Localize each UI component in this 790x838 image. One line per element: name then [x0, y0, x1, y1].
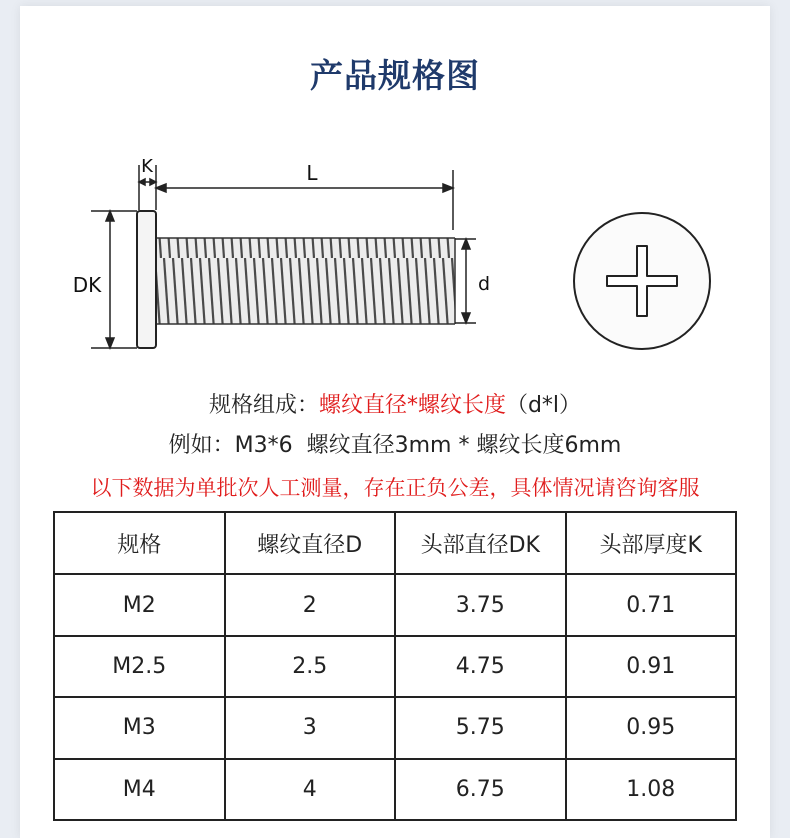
- table-header-row: [54, 512, 736, 574]
- spec-table: [53, 511, 737, 821]
- table-cell: M3: [54, 697, 225, 758]
- header-head-thickness: 头部厚度K: [566, 512, 737, 574]
- screw-shank: [157, 238, 455, 324]
- measurement-notice: 以下数据为单批次人工测量，存在正负公差，具体情况请咨询客服: [90, 476, 700, 500]
- table-cell: M2.5: [54, 636, 225, 697]
- table-cell: M4: [54, 759, 225, 820]
- header-head-diameter: 头部直径DK: [395, 512, 566, 574]
- composition-prefix: 规格组成：: [208, 393, 319, 418]
- spec-example: 例如：M3*6 螺纹直径3mm * 螺纹长度6mm: [168, 433, 622, 458]
- composition-highlight: 螺纹直径*螺纹长度: [318, 393, 506, 418]
- table-cell: 4: [225, 759, 396, 820]
- d-label: d: [478, 273, 491, 295]
- table-cell: 2: [225, 574, 396, 635]
- table-cell: 6.75: [395, 759, 566, 820]
- table-cell: 2.5: [225, 636, 396, 697]
- table-row: [54, 574, 736, 635]
- header-thread-diameter: 螺纹直径D: [225, 512, 396, 574]
- d-dimension: [455, 239, 476, 323]
- dk-label: DK: [72, 273, 102, 297]
- spec-composition: [0, 388, 790, 419]
- table-cell: M2: [54, 574, 225, 635]
- table-cell: 5.75: [395, 697, 566, 758]
- l-label: L: [306, 161, 318, 185]
- l-dimension: [156, 170, 453, 230]
- table-cell: 0.95: [566, 697, 737, 758]
- header-spec: 规格: [54, 512, 225, 574]
- table-cell: 0.71: [566, 574, 737, 635]
- screw-top-view: [574, 213, 710, 349]
- table-cell: 0.91: [566, 636, 737, 697]
- screw-head: [137, 211, 156, 348]
- table-row: [54, 636, 736, 697]
- k-label: K: [141, 156, 153, 177]
- page-title: 产品规格图: [310, 56, 480, 95]
- table-cell: 4.75: [395, 636, 566, 697]
- table-row: [54, 697, 736, 758]
- table-row: [54, 759, 736, 820]
- table-cell: 3: [225, 697, 396, 758]
- table-cell: 3.75: [395, 574, 566, 635]
- composition-suffix: （d*l）: [505, 393, 582, 418]
- screw-diagram: [0, 0, 790, 380]
- table-cell: 1.08: [566, 759, 737, 820]
